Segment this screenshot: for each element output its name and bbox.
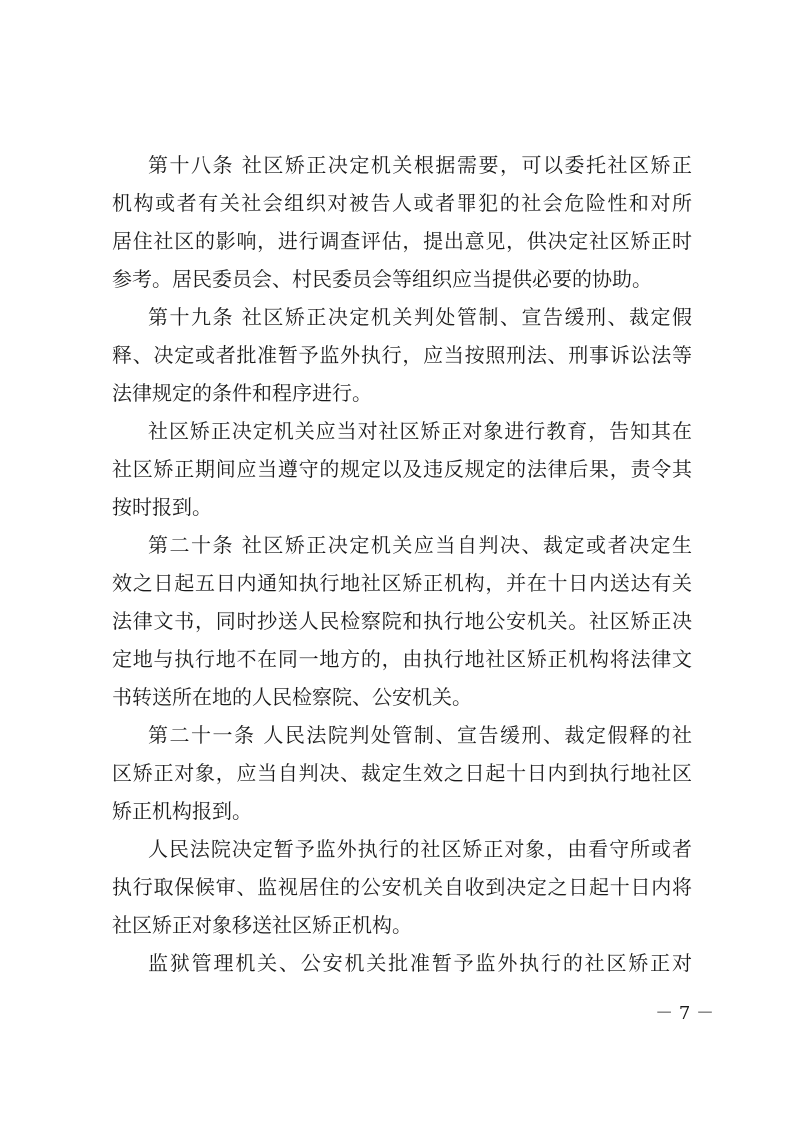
text-line: 第十九条 社区矫正决定机关判处管制、宣告缓刑、裁定假 — [148, 305, 692, 329]
text-line: 第二十条 社区矫正决定机关应当自判决、裁定或者决定生 — [148, 533, 692, 557]
article-21-paragraph — [112, 716, 692, 830]
text-line: 社区矫正期间应当遵守的规定以及违反规定的法律后果，责令其 — [112, 457, 692, 481]
text-line: 释、决定或者批准暂予监外执行，应当按照刑法、刑事诉讼法等 — [112, 343, 692, 367]
text-line: 效之日起五日内通知执行地社区矫正机构，并在十日内送达有关 — [112, 571, 692, 595]
text-line: 法律规定的条件和程序进行。 — [112, 381, 372, 405]
text-line: 书转送所在地的人民检察院、公安机关。 — [112, 685, 472, 709]
article-20-paragraph — [112, 526, 692, 716]
text-line: 第十八条 社区矫正决定机关根据需要，可以委托社区矫正 — [148, 153, 692, 177]
text-line: 法律文书，同时抄送人民检察院和执行地公安机关。社区矫正决 — [112, 609, 692, 633]
text-line: 执行取保候审、监视居住的公安机关自收到决定之日起十日内将 — [112, 875, 692, 899]
text-line: 监狱管理机关、公安机关批准暂予监外执行的社区矫正对 — [148, 951, 692, 975]
text-line: 第二十一条 人民法院判处管制、宣告缓刑、裁定假释的社 — [148, 723, 692, 747]
text-line: 机构或者有关社会组织对被告人或者罪犯的社会危险性和对所 — [112, 191, 692, 215]
text-line: 区矫正对象，应当自判决、裁定生效之日起十日内到执行地社区 — [112, 761, 692, 785]
article-19-second-paragraph — [112, 412, 692, 526]
article-18-paragraph — [112, 146, 692, 298]
text-line: 定地与执行地不在同一地方的，由执行地社区矫正机构将法律文 — [112, 647, 692, 671]
text-line: 居住社区的影响，进行调查评估，提出意见，供决定社区矫正时 — [112, 229, 692, 253]
text-line: 参考。居民委员会、村民委员会等组织应当提供必要的协助。 — [112, 267, 652, 291]
document-body — [112, 146, 692, 982]
page-number: － 7 － — [655, 1003, 714, 1024]
article-21-second-paragraph — [112, 830, 692, 944]
article-19-paragraph — [112, 298, 692, 412]
text-line: 社区矫正对象移送社区矫正机构。 — [112, 913, 412, 937]
article-21-third-paragraph — [112, 944, 692, 982]
text-line: 矫正机构报到。 — [112, 799, 252, 823]
text-line: 按时报到。 — [112, 495, 212, 519]
text-line: 社区矫正决定机关应当对社区矫正对象进行教育，告知其在 — [148, 419, 692, 443]
text-line: 人民法院决定暂予监外执行的社区矫正对象，由看守所或者 — [148, 837, 692, 861]
